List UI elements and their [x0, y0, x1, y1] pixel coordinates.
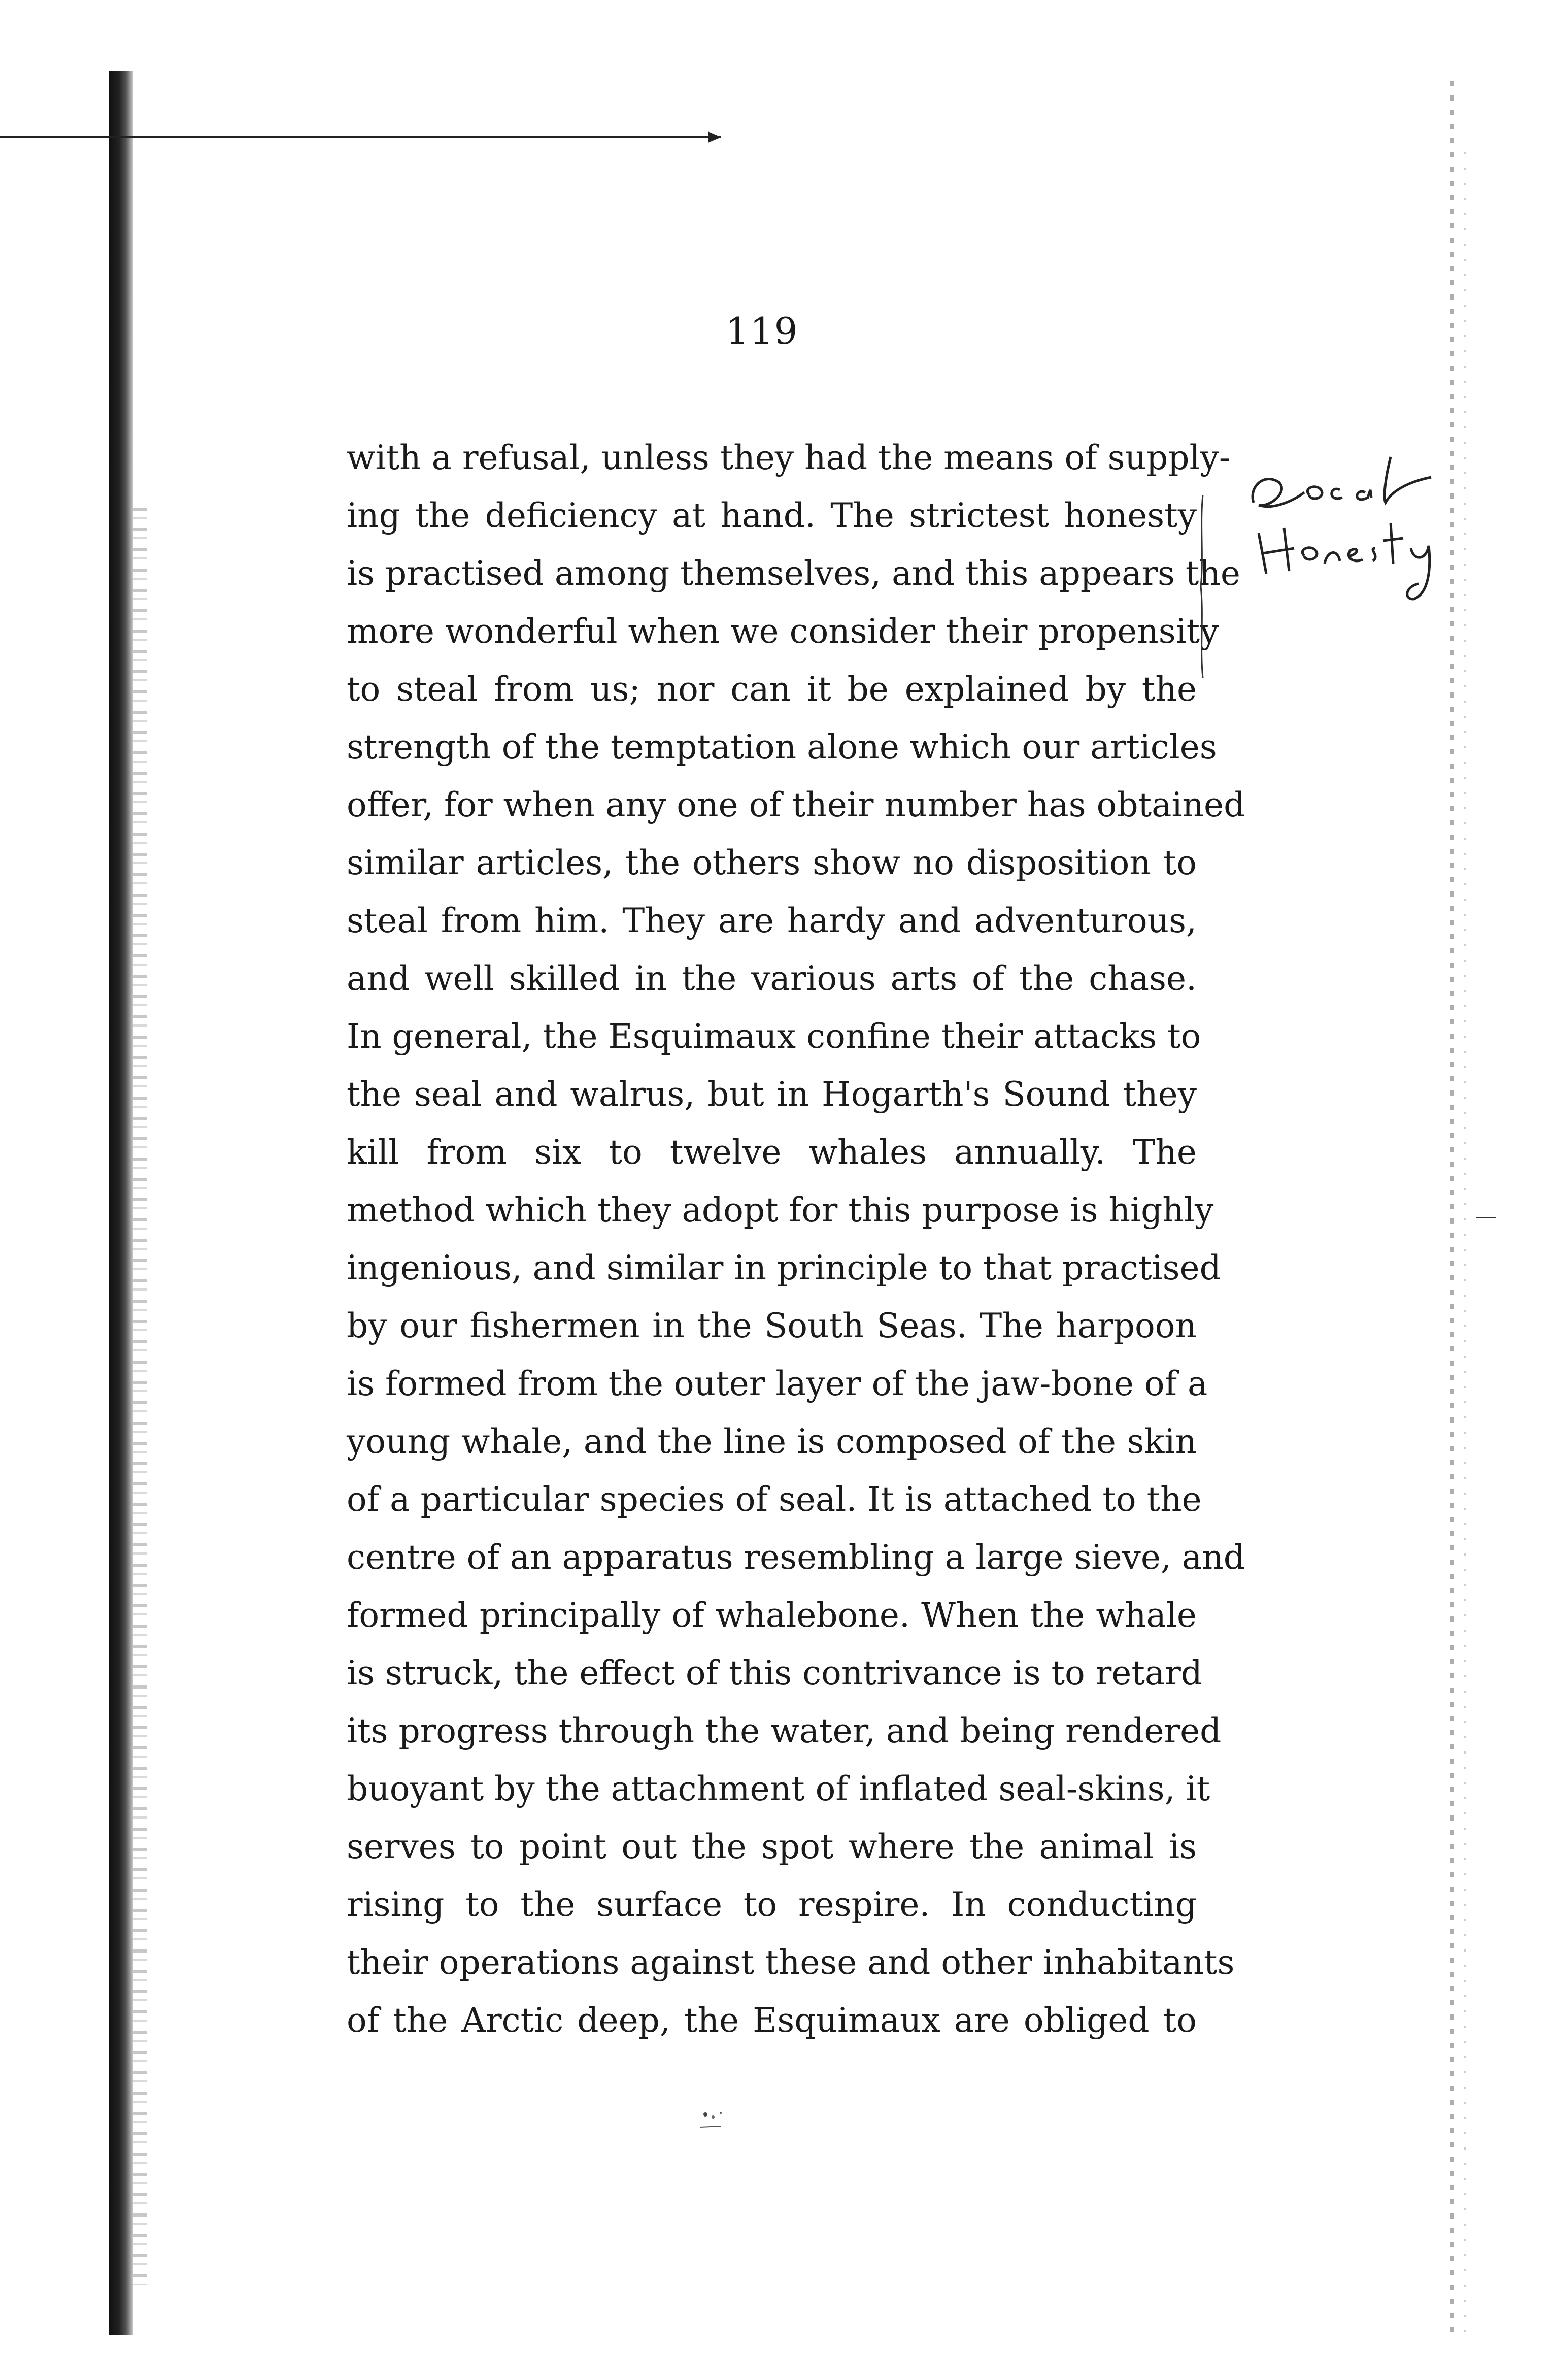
binding-shadow — [109, 71, 133, 2335]
page-edge-shadow — [1450, 81, 1454, 2335]
text-line: ing the deficiency at hand. The strictest honesty — [347, 496, 1197, 535]
scan-noise — [133, 508, 147, 2285]
text-line: its progress through the water, and being rendered — [347, 1711, 1222, 1750]
text-line: by our fishermen in the South Seas. The harpoon — [347, 1306, 1197, 1345]
margin-bracket — [1199, 495, 1205, 678]
text-line: offer, for when any one of their number has obtained — [347, 785, 1245, 824]
body-text — [347, 429, 1245, 2050]
text-line: kill from six to twelve whales annually. The — [347, 1133, 1197, 1172]
text-line: more wonderful when we consider their propensity — [347, 612, 1219, 651]
text-line: buoyant by the attachment of inflated seal-skins, it — [347, 1769, 1210, 1808]
text-line: young whale, and the line is composed of the skin — [347, 1422, 1197, 1461]
text-line: formed principally of whalebone. When the whale — [347, 1596, 1197, 1635]
text-line: strength of the temptation alone which our articles — [347, 728, 1217, 767]
text-line: with a refusal, unless they had the means of supply- — [347, 438, 1231, 477]
text-line: rising to the surface to respire. In conducting — [347, 1885, 1197, 1924]
text-line: of the Arctic deep, the Esquimaux are obliged to — [347, 2001, 1197, 2040]
pencil-arrowhead — [708, 131, 721, 143]
text-line: similar articles, the others show no disposition to — [347, 843, 1197, 882]
margin-tick — [1476, 1217, 1496, 1218]
text-line: is practised among themselves, and this appears the — [347, 554, 1240, 593]
text-line: In general, the Esquimaux confine their attacks to — [347, 1017, 1201, 1056]
ink-blot — [690, 2102, 741, 2132]
text-line: serves to point out the spot where the animal is — [347, 1827, 1197, 1866]
text-line: method which they adopt for this purpose is highly — [347, 1191, 1214, 1230]
text-line: to steal from us; nor can it be explained by the — [347, 670, 1197, 709]
text-line: of a particular species of seal. It is attached to the — [347, 1480, 1202, 1519]
text-line: is struck, the effect of this contrivance is to retard — [347, 1654, 1202, 1693]
text-line: ingenious, and similar in principle to that practised — [347, 1248, 1221, 1287]
pencil-rule — [0, 136, 721, 138]
text-line: their operations against these and other inhabitants — [347, 1943, 1235, 1982]
text-line: centre of an apparatus resembling a large sieve, and — [347, 1538, 1245, 1577]
text-line: steal from him. They are hardy and adventurous, — [347, 901, 1197, 940]
handwritten-annotation — [1238, 447, 1451, 609]
text-line: and well skilled in the various arts of the chase. — [347, 959, 1197, 998]
text-line: is formed from the outer layer of the jaw-bone of a — [347, 1364, 1208, 1403]
page-edge-noise — [1464, 152, 1466, 2335]
text-line: the seal and walrus, but in Hogarth's Sound they — [347, 1075, 1197, 1114]
page-number: 119 — [726, 310, 799, 352]
